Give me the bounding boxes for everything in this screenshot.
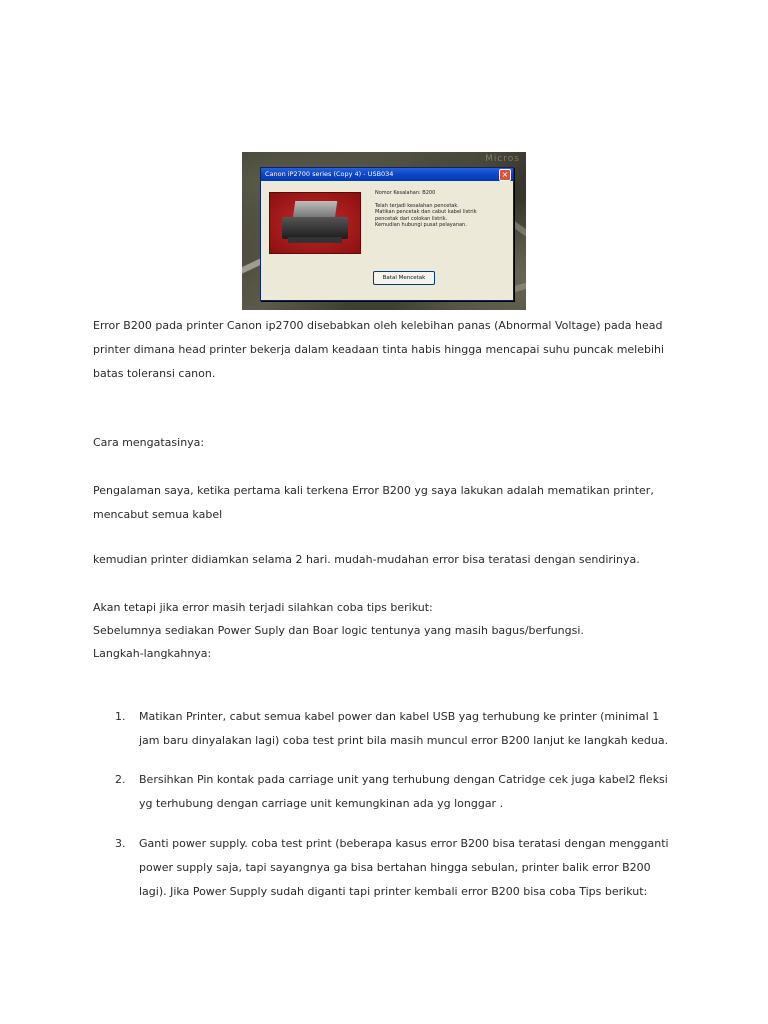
list-number: 2. bbox=[115, 773, 126, 786]
wait-paragraph: kemudian printer didiamkan selama 2 hari. mudah-mudahan error bisa teratasi dengan sendirinya. bbox=[93, 553, 640, 566]
tips-paragraph bbox=[93, 596, 683, 665]
printer-front bbox=[288, 237, 342, 243]
error-message-line: Matikan pencetak dan cabut kabel listrik bbox=[375, 209, 477, 215]
error-info bbox=[375, 190, 509, 229]
error-message-line: Telah terjadi kesalahan pencetak. bbox=[375, 202, 459, 209]
close-icon: × bbox=[499, 169, 511, 181]
text-line: Pengalaman saya, ketika pertama kali terkena Error B200 yg saya lakukan adalah mematikan printer, bbox=[93, 484, 654, 497]
text-line: Bersihkan Pin kontak pada carriage unit yang terhubung dengan Catridge cek juga kabel2 fleksi bbox=[139, 773, 668, 786]
cara-heading: Cara mengatasinya: bbox=[93, 436, 205, 449]
error-message-line: pencetak dari colokan listrik. bbox=[375, 215, 448, 222]
text-line: printer dimana head printer bekerja dalam keadaan tinta habis hingga mencapai suhu puncak melebihi bbox=[93, 343, 665, 356]
cancel-print-button: Batal Mencetak bbox=[373, 271, 435, 285]
printer-body bbox=[282, 217, 348, 239]
list-number: 1. bbox=[115, 710, 126, 723]
dialog-titlebar bbox=[261, 168, 513, 181]
text-line: power supply saja, tapi sayangnya ga bisa bertahan hingga sebulan, printer balik error B200 bbox=[139, 861, 651, 874]
intro-paragraph bbox=[93, 314, 683, 386]
list-text bbox=[139, 832, 679, 904]
text-line: Sebelumnya sediakan Power Suply dan Boar logic tentunya yang masih bagus/berfungsi. bbox=[93, 624, 584, 637]
text-line: yg terhubung dengan carriage unit kemungkinan ada yg longgar . bbox=[139, 797, 504, 810]
error-screenshot-figure bbox=[242, 152, 526, 310]
list-text bbox=[139, 768, 679, 816]
list-number: 3. bbox=[115, 837, 126, 850]
text-line: mencabut semua kabel bbox=[93, 508, 223, 521]
text-line: Matikan Printer, cabut semua kabel power dan kabel USB yag terhubung ke printer (minimal 1 bbox=[139, 710, 660, 723]
text-line: lagi). Jika Power Supply sudah diganti tapi printer kembali error B200 bisa coba Tips berikut: bbox=[139, 885, 648, 898]
dialog-title: Canon iP2700 series (Copy 4) - USB034 bbox=[265, 170, 394, 178]
list-text bbox=[139, 705, 679, 753]
background-watermark: Micros bbox=[485, 154, 520, 164]
text-line: Ganti power supply. coba test print (beberapa kasus error B200 bisa teratasi dengan mengganti bbox=[139, 837, 669, 850]
error-message-line: Kemudian hubungi pusat pelayanan. bbox=[375, 222, 467, 228]
error-code: Nomor Kesalahan: B200 bbox=[375, 190, 436, 196]
printer-image bbox=[269, 192, 361, 254]
text-line: jam baru dinyalakan lagi) coba test print bila masih muncul error B200 lanjut ke langkah kedua. bbox=[139, 734, 669, 747]
text-line: Error B200 pada printer Canon ip2700 disebabkan oleh kelebihan panas (Abnormal Voltage) pada head bbox=[93, 319, 663, 332]
experience-paragraph bbox=[93, 479, 683, 527]
printer-error-dialog bbox=[260, 167, 514, 301]
text-line: Akan tetapi jika error masih terjadi silahkan coba tips berikut: bbox=[93, 601, 433, 614]
steps-heading: Langkah-langkahnya: bbox=[93, 647, 212, 660]
text-line: batas toleransi canon. bbox=[93, 367, 216, 380]
